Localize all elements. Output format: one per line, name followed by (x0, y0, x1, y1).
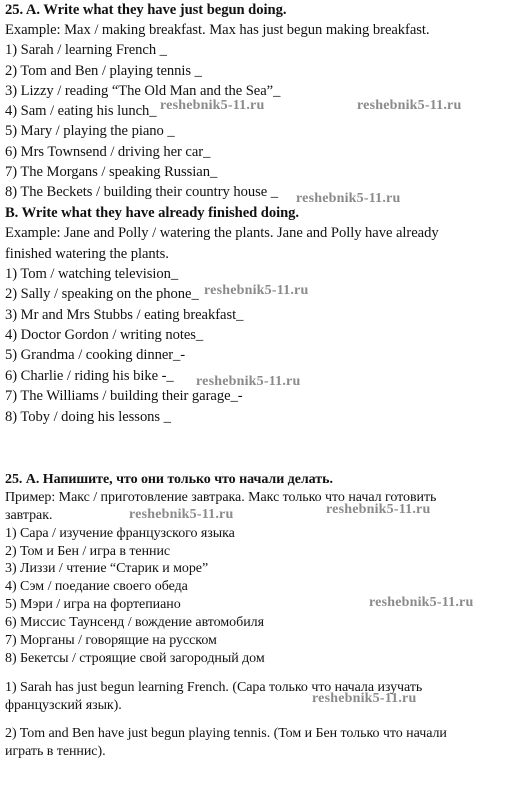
section-a-item: 1) Sarah / learning French _ (5, 42, 167, 58)
translation-item: 6) Миссис Таунсенд / вождение автомобиля (5, 615, 264, 630)
answer-line: играть в теннис). (5, 744, 106, 759)
watermark: reshebnik5-11.ru (160, 98, 265, 113)
watermark: reshebnik5-11.ru (326, 502, 431, 517)
section-b-item: 3) Mr and Mrs Stubbs / eating breakfast_ (5, 307, 244, 323)
translation-item: 8) Бекетсы / строящие свой загородный дом (5, 651, 265, 666)
watermark: reshebnik5-11.ru (296, 191, 401, 206)
translation-example: завтрак. (5, 508, 53, 523)
section-b-item: 7) The Williams / building their garage_- (5, 388, 243, 404)
watermark: reshebnik5-11.ru (129, 507, 234, 522)
translation-item: 2) Том и Бен / игра в теннис (5, 544, 171, 559)
translation-item: 5) Мэри / игра на фортепиано (5, 597, 181, 612)
translation-example: Пример: Макс / приготовление завтрака. Макс только что начал готовить (5, 490, 437, 505)
translation-heading: 25. А. Напишите, что они только что начали делать. (5, 472, 333, 487)
section-a-item: 3) Lizzy / reading “The Old Man and the Sea”_ (5, 83, 281, 99)
translation-item: 1) Сара / изучение французского языка (5, 526, 235, 541)
section-b-item: 4) Doctor Gordon / writing notes_ (5, 327, 204, 343)
section-a-item: 7) The Morgans / speaking Russian_ (5, 164, 218, 180)
translation-item: 4) Сэм / поедание своего обеда (5, 579, 188, 594)
section-b-example: Example: Jane and Polly / watering the plants. Jane and Polly have already (5, 225, 439, 241)
section-b-item: 5) Grandma / cooking dinner_- (5, 347, 186, 363)
watermark: reshebnik5-11.ru (312, 691, 417, 706)
answer-line: французский язык). (5, 698, 122, 713)
section-a-item: 5) Mary / playing the piano _ (5, 123, 175, 139)
watermark: reshebnik5-11.ru (369, 595, 474, 610)
section-a-heading: 25. A. Write what they have just begun doing. (5, 2, 287, 18)
section-a-item: 2) Tom and Ben / playing tennis _ (5, 63, 202, 79)
section-a-item: 8) The Beckets / building their country house _ (5, 184, 278, 200)
section-a-example: Example: Max / making breakfast. Max has just begun making breakfast. (5, 22, 430, 38)
answer-line: 2) Tom and Ben have just begun playing tennis. (Том и Бен только что начали (5, 726, 447, 741)
watermark: reshebnik5-11.ru (204, 283, 309, 298)
section-b-item: 8) Toby / doing his lessons _ (5, 409, 171, 425)
translation-item: 7) Морганы / говорящие на русском (5, 633, 217, 648)
watermark: reshebnik5-11.ru (196, 374, 301, 389)
section-a-item: 4) Sam / eating his lunch_ (5, 103, 157, 119)
section-b-item: 2) Sally / speaking on the phone_ (5, 286, 199, 302)
section-a-item: 6) Mrs Townsend / driving her car_ (5, 144, 211, 160)
translation-item: 3) Лиззи / чтение “Старик и море” (5, 561, 209, 576)
section-b-example: finished watering the plants. (5, 246, 169, 262)
answer-line: 1) Sarah has just begun learning French. (Сара только что начала изучать (5, 680, 423, 695)
section-b-item: 6) Charlie / riding his bike -_ (5, 368, 174, 384)
watermark: reshebnik5-11.ru (357, 98, 462, 113)
section-b-item: 1) Tom / watching television_ (5, 266, 179, 282)
section-b-heading: B. Write what they have already finished doing. (5, 205, 300, 221)
